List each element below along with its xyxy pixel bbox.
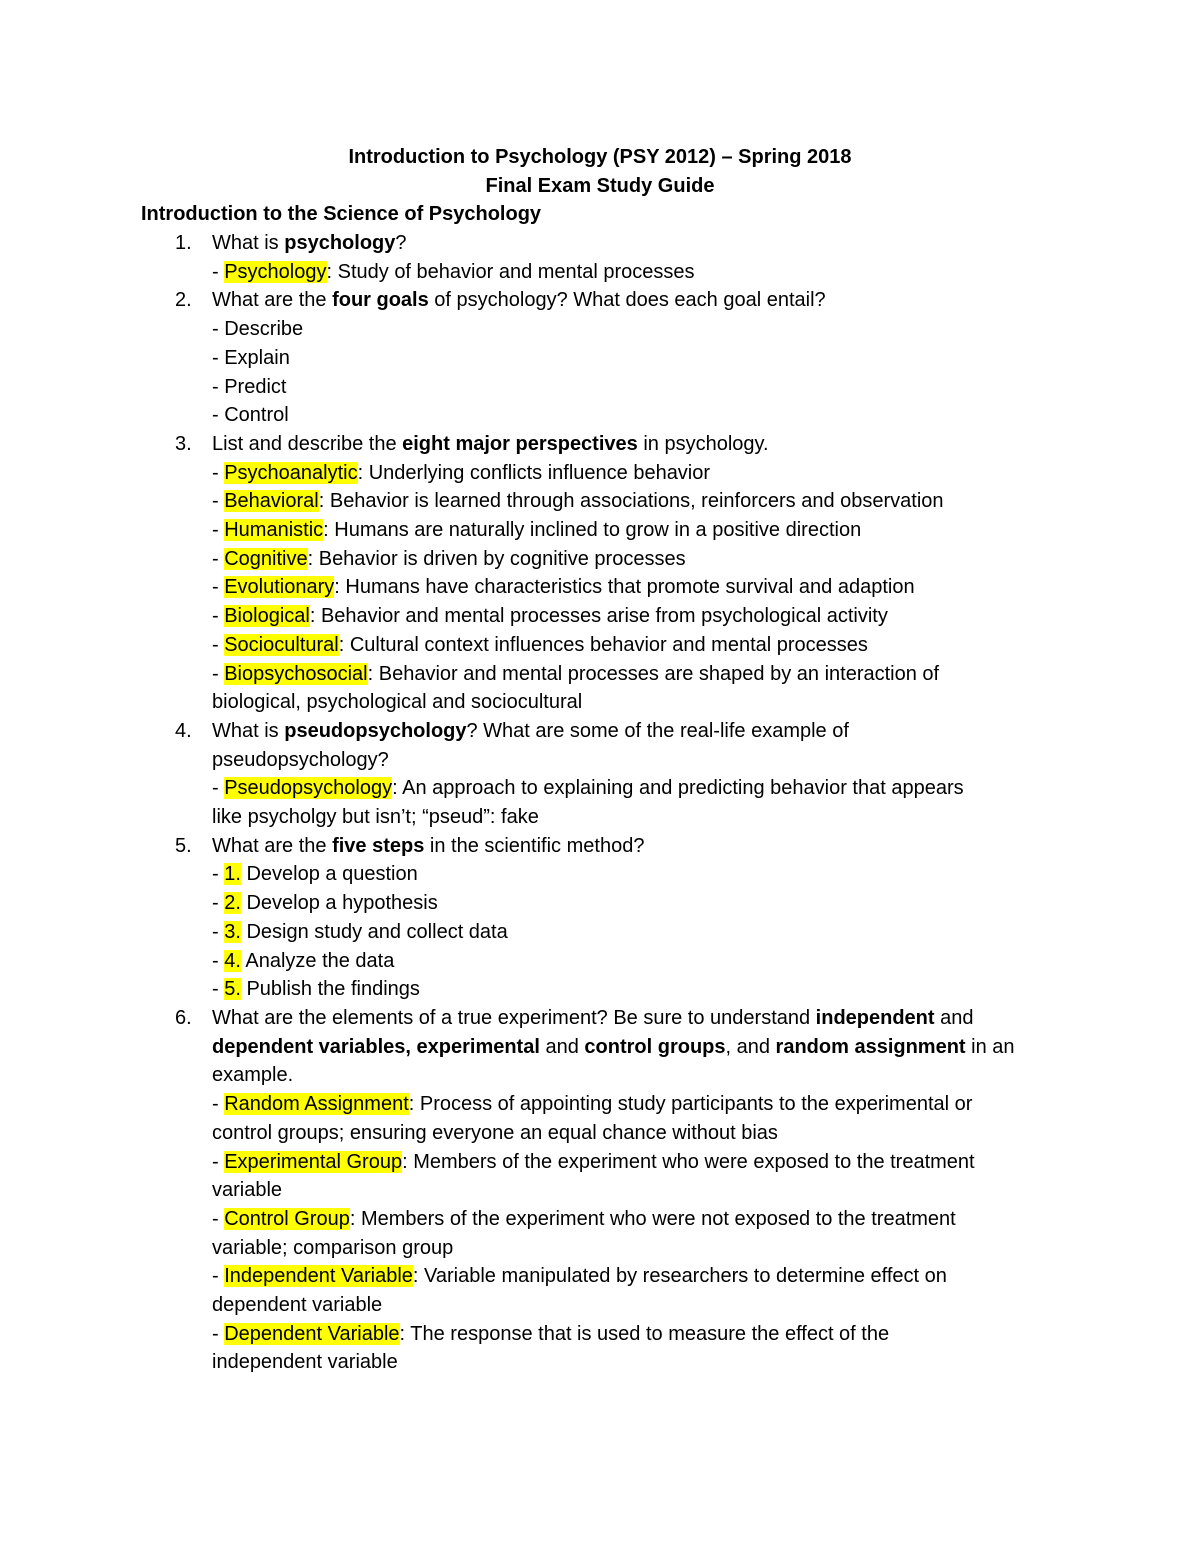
- highlighted-term: Experimental Group: [224, 1150, 403, 1173]
- highlighted-term: Evolutionary: [224, 576, 335, 599]
- answer-line: - Biological: Behavior and mental processes arise from psychological activity: [212, 605, 888, 628]
- answer-continuation: variable: [212, 1179, 283, 1202]
- answer-continuation: independent variable: [212, 1351, 398, 1374]
- list-item: - Control: [212, 404, 289, 427]
- highlighted-term: Dependent Variable: [224, 1322, 400, 1345]
- document-subtitle: Final Exam Study Guide: [485, 175, 715, 197]
- answer-line: - Control Group: Members of the experiment who were not exposed to the treatment: [212, 1207, 956, 1230]
- document-title: Introduction to Psychology (PSY 2012) – Spring 2018: [348, 146, 852, 168]
- answer-line: - Psychology: Study of behavior and mental processes: [212, 260, 695, 283]
- answer-continuation: like psycholgy but isn’t; “pseud”: fake: [212, 806, 539, 829]
- question-5: [141, 832, 1061, 1004]
- question-text: What are the five steps in the scientific method?: [212, 834, 645, 857]
- highlighted-term: Psychology: [224, 260, 327, 283]
- answer-line: - Humanistic: Humans are naturally inclined to grow in a positive direction: [212, 519, 862, 542]
- question-number: 6.: [175, 1006, 192, 1029]
- question-3: [141, 430, 1061, 717]
- answer-line: - Independent Variable: Variable manipulated by researchers to determine effect on: [212, 1265, 947, 1288]
- answer-continuation: variable; comparison group: [212, 1236, 454, 1259]
- question-continuation: pseudopsychology?: [212, 748, 389, 771]
- question-1: [141, 229, 1061, 286]
- step-number: 4.: [224, 949, 241, 972]
- question-text: What is psychology?: [212, 232, 407, 254]
- step-number: 5.: [224, 978, 241, 1001]
- highlighted-term: Humanistic: [224, 519, 324, 542]
- question-number: 5.: [175, 834, 192, 857]
- highlighted-term: Random Assignment: [224, 1093, 409, 1116]
- highlighted-term: Independent Variable: [224, 1265, 413, 1288]
- step-number: 2.: [224, 892, 241, 915]
- highlighted-term: Pseudopsychology: [224, 777, 393, 800]
- step-number: 3.: [224, 920, 241, 943]
- step-line: - 4. Analyze the data: [212, 949, 395, 972]
- question-text: List and describe the eight major perspectives in psychology.: [212, 432, 769, 455]
- answer-continuation: control groups; ensuring everyone an equal chance without bias: [212, 1121, 778, 1144]
- answer-line: - Sociocultural: Cultural context influences behavior and mental processes: [212, 633, 868, 656]
- question-continuation: example.: [212, 1064, 294, 1087]
- list-item: - Predict: [212, 375, 287, 398]
- highlighted-term: Behavioral: [224, 490, 319, 513]
- question-list: [141, 229, 1061, 1377]
- highlighted-term: Biological: [224, 605, 310, 628]
- question-2: [141, 286, 1061, 430]
- answer-line: - Behavioral: Behavior is learned through associations, reinforcers and observation: [212, 490, 944, 513]
- answer-line: - Biopsychosocial: Behavior and mental processes are shaped by an interaction of: [212, 662, 940, 685]
- answer-line: - Pseudopsychology: An approach to explaining and predicting behavior that appears: [212, 777, 964, 800]
- question-6: [141, 1004, 1061, 1377]
- section-heading: Introduction to the Science of Psychology: [141, 203, 542, 225]
- answer-line: - Dependent Variable: The response that is used to measure the effect of the: [212, 1322, 890, 1345]
- question-text: What is pseudopsychology? What are some of the real-life example of: [212, 719, 849, 742]
- answer-continuation: dependent variable: [212, 1294, 383, 1317]
- answer-line: - Cognitive: Behavior is driven by cognitive processes: [212, 547, 686, 570]
- step-line: - 2. Develop a hypothesis: [212, 892, 438, 915]
- question-text: What are the elements of a true experiment? Be sure to understand independent and: [212, 1006, 974, 1029]
- question-number: 4.: [175, 719, 192, 742]
- step-number: 1.: [224, 863, 241, 886]
- answer-line: - Experimental Group: Members of the experiment who were exposed to the treatment: [212, 1150, 975, 1173]
- highlighted-term: Cognitive: [224, 547, 308, 570]
- question-number: 1.: [175, 232, 192, 254]
- answer-line: - Evolutionary: Humans have characteristics that promote survival and adaption: [212, 576, 915, 599]
- question-4: [141, 717, 1061, 832]
- highlighted-term: Control Group: [224, 1207, 350, 1230]
- list-item: - Describe: [212, 318, 304, 341]
- question-number: 2.: [175, 289, 192, 312]
- question-number: 3.: [175, 432, 192, 455]
- step-line: - 1. Develop a question: [212, 863, 418, 886]
- step-line: - 3. Design study and collect data: [212, 920, 508, 943]
- question-text: dependent variables, experimental and control groups, and random assignment in an: [212, 1035, 1015, 1058]
- answer-line: - Random Assignment: Process of appointing study participants to the experimental or: [212, 1093, 973, 1116]
- question-text: What are the four goals of psychology? What does each goal entail?: [212, 289, 826, 312]
- answer-continuation: biological, psychological and sociocultural: [212, 691, 583, 714]
- highlighted-term: Sociocultural: [224, 633, 339, 656]
- highlighted-term: Psychoanalytic: [224, 461, 358, 484]
- highlighted-term: Biopsychosocial: [224, 662, 368, 685]
- list-item: - Explain: [212, 346, 290, 369]
- step-line: - 5. Publish the findings: [212, 978, 420, 1001]
- answer-line: - Psychoanalytic: Underlying conflicts influence behavior: [212, 461, 711, 484]
